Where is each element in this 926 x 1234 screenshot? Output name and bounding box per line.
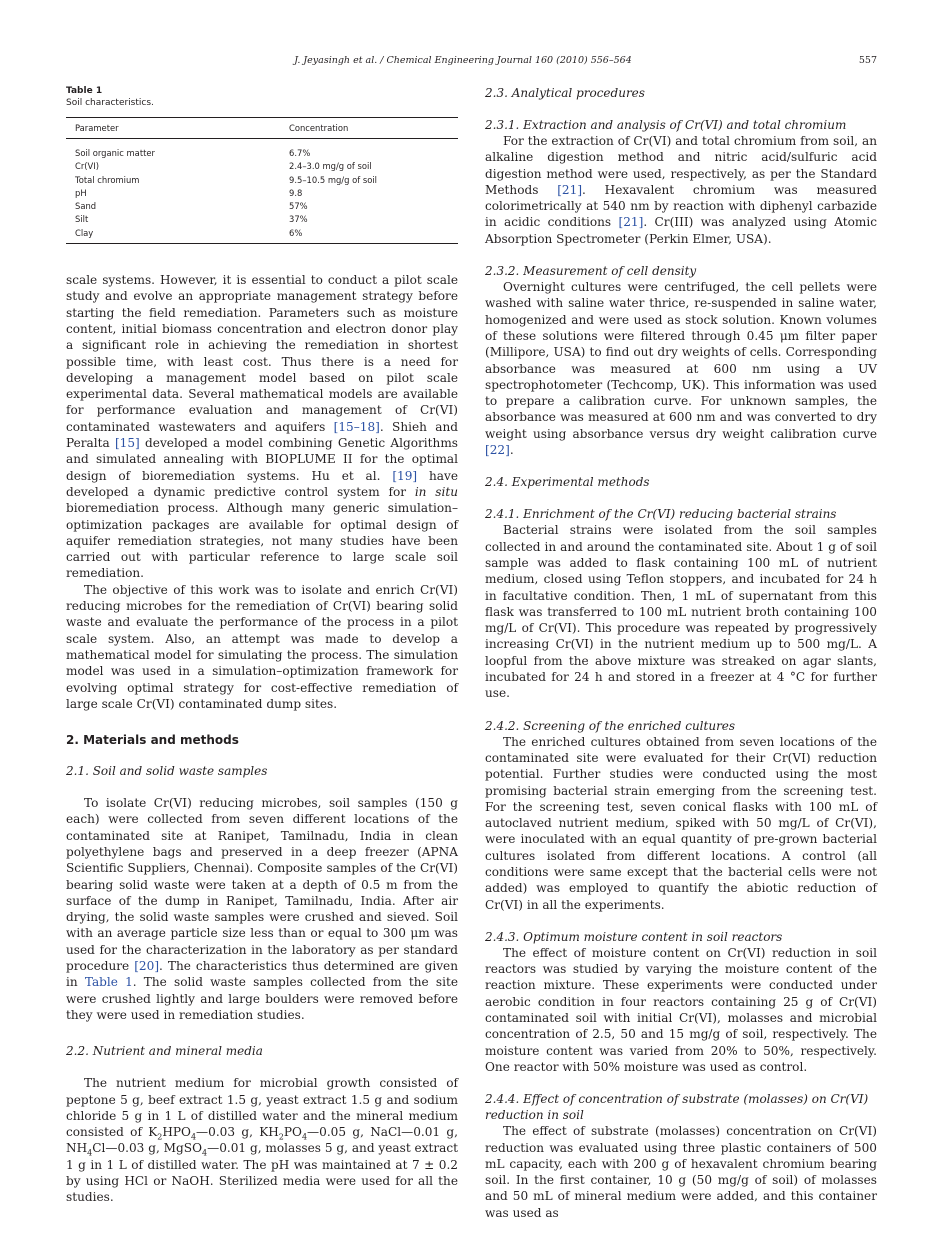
table-header-row (66, 118, 458, 139)
subsection-heading: 2.4. Experimental methods (485, 475, 650, 490)
left-column (66, 85, 458, 1206)
body-paragraph: The effect of moisture content on Cr(VI) reduction in soil reactors was studied by varying the moisture content of the reaction mixture. These experiments were conducted under aerobic condition in four reactors containing 25 g of Cr(VI) contaminated soil with initial Cr(VI), molasses and microbial concentration of 2.5, 50 and 15 mg/g of soil, respectively. The moisture content was varied from 20% to 50%, respectively. One reactor with 50% moisture was used as control. (485, 945, 877, 1074)
body-paragraph: The enriched cultures obtained from seven locations of the contaminated site were evaluated for their Cr(VI) reduction potential. Further studies were conducted using the most promising bacterial strain emerging from the screening test. For the screening test, seven conical flasks with 100 mL of autoclaved nutrient medium, spiked with 50 mg/L of Cr(VI), were inoculated with an equal quantity of pre-grown bacterial cultures isolated from different locations. A control (all conditions were same except that the bacterial cells were not added) was employed to quantify the abiotic reduction of Cr(VI) in all the experiments. (485, 734, 877, 912)
citation-link[interactable]: [21] (557, 182, 583, 197)
citation-link[interactable]: [20] (134, 959, 160, 974)
column-header: Parameter (66, 118, 280, 139)
table-caption: Soil characteristics. (66, 98, 154, 108)
table-cell: 57% (289, 201, 308, 212)
page-number: 557 (858, 55, 877, 66)
column-header: Concentration (280, 118, 458, 139)
subsubsection-heading: 2.4.1. Enrichment of the Cr(VI) reducing bacterial strains (485, 507, 837, 522)
body-paragraph: The effect of substrate (molasses) concentration on Cr(VI) reduction was evaluated using three plastic containers of 500 mL capacity, each with 200 g of hexavalent chromium bearing soil. In the first container, 10 g (50 mg/g of soil) of molasses and 50 mL of mineral medium were added, and this container was used as (485, 1124, 877, 1220)
table-row (66, 200, 458, 213)
citation-link[interactable]: [15–18] (333, 419, 380, 434)
section-heading: 2. Materials and methods (66, 733, 239, 748)
citation-link[interactable]: [19] (392, 468, 418, 483)
subsubsection-heading: 2.3.1. Extraction and analysis of Cr(VI) and total chromium (485, 118, 847, 132)
body-paragraph: Bacterial strains were isolated from the soil samples collected in and around the contaminated site. About 1 g of soil sample was added to flask containing 100 mL of nutrient medium, closed using Teflon stoppers, and incubated for 24 h in facultative condition. Then, 1 mL of supernatant from this flask was transferred to 100 mL nutrient broth containing 100 mg/L of Cr(VI). This procedure was repeated by progressively increasing Cr(VI) in the nutrient medium up to 500 mg/L. A loopful from the above mixture was streaked on agar slants, incubated for 24 h and stored in a freezer at 4 °C for further use. (485, 523, 877, 701)
subsection-heading: 2.3. Analytical procedures (485, 86, 645, 100)
table-cell: Soil organic matter (75, 148, 155, 158)
subsubsection-heading: 2.4.3. Optimum moisture content in soil reactors (485, 929, 783, 944)
subsubsection-heading: 2.4.4. Effect of concentration of substrate (molasses) on Cr(VI) reduction in soil (485, 1092, 869, 1123)
soil-characteristics-table (66, 117, 458, 244)
table-row (66, 174, 458, 187)
right-column (485, 85, 877, 1221)
body-paragraph: For the extraction of Cr(VI) and total chromium from soil, an alkaline digestion method and nitric acid/sulfuric acid digestion method were used, respectively, as per the Standard Methods [21]. Hexavalent chromium was measured colorimetrically at 540 nm by reaction with diphenyl carbazide in acidic conditions [21]. Cr(III) was analyzed using Atomic Absorption Spectrometer (Perkin Elmer, USA). (485, 134, 878, 246)
table-cell: Clay (75, 227, 94, 238)
table-row (66, 187, 458, 200)
body-paragraph: Overnight cultures were centrifuged, the cell pellets were washed with saline water thrice, re-suspended in saline water, homogenized and were used as stock solution. Known volumes of these solutions were filtered through 0.45 μm filter paper (Millipore, USA) to find out dry weights of cells. Corresponding absorbance was measured at 600 nm using a UV spectrophotometer (Techcomp, UK). This information was used to prepare a calibration curve. For unknown samples, the absorbance was measured at 600 nm and was converted to dry weight using absorbance versus dry weight calibration curve [22]. (485, 280, 877, 458)
table-cell: pH (75, 187, 87, 198)
table-cell: 37% (289, 214, 308, 225)
table-cell: 9.5–10.5 mg/g of soil (289, 174, 377, 185)
table-cell: Cr(VI) (75, 161, 100, 172)
table-cell: 6% (289, 227, 303, 238)
citation-link[interactable]: [15] (114, 436, 140, 451)
table-cell: 9.8 (289, 187, 303, 198)
table-cell: Sand (75, 201, 97, 212)
table-cell: Total chromium (75, 174, 140, 185)
body-paragraph: The objective of this work was to isolate and enrich Cr(VI) reducing microbes for the remediation of Cr(VI) bearing solid waste and evaluate the performance of the process in a pilot scale system. Also, an attempt was made to develop a mathematical model for simulating the process. The simulation model was used in a simulation–optimization framework for evolving optimal strategy for cost-effective remediation of large scale Cr(VI) contaminated dump sites. (66, 582, 458, 711)
table-label: Table 1 (66, 86, 103, 96)
table-row (66, 213, 458, 226)
subsubsection-heading: 2.3.2. Measurement of cell density (485, 264, 697, 279)
table-link[interactable]: Table 1 (84, 975, 133, 990)
citation-link[interactable]: [21] (618, 215, 644, 230)
table-row (66, 160, 458, 173)
table-row (66, 227, 458, 244)
citation-link[interactable]: [22] (485, 443, 510, 458)
body-paragraph: To isolate Cr(VI) reducing microbes, soil samples (150 g each) were collected from seven different locations of the contaminated site at Ranipet, Tamilnadu, India in clean polyethylene bags and preserved in a deep freezer (APNA Scientific Suppliers, Chennai). Composite samples of the Cr(VI) bearing solid waste were taken at a depth of 0.5 m from the surface of the dump in Ranipet, Tamilnadu, India. After air drying, the solid waste samples were crushed and sieved. Soil with an average particle size less than or equal to 300 μm was used for the characterization in the laboratory as per standard procedure [20]. The characteristics thus determined are given in Table 1. The solid waste samples collected from the site were crushed lightly and large boulders were removed before they were used in remediation studies. (66, 796, 458, 1022)
table-row (66, 139, 458, 161)
subsection-heading: 2.2. Nutrient and mineral media (66, 1044, 263, 1059)
body-paragraph: The nutrient medium for microbial growth consisted of peptone 5 g, beef extract 1.5 g, yeast extract 1.5 g and sodium chloride 5 g in 1 L of distilled water and the mineral medium consisted of $K_2HPO_4—0.03$ g, $KH_2PO_4—0.05$ g, NaCl—0.01 g, $NH_4Cl—0.03$ g, MgSO$_4$—0.01 g, molasses 5 g, and yeast extract 1 g in 1 L of distilled water. The pH was maintained at 7 ± 0.2 by using HCl or NaOH. Sterilized media were used for all the studies. (66, 1076, 458, 1205)
table-cell: Silt (75, 214, 89, 225)
table-cell: 6.7% (289, 148, 311, 158)
body-paragraph: scale systems. However, it is essential to conduct a pilot scale study and evolve an appropriate management strategy before starting the field remediation. Parameters such as moisture content, initial biomass concentration and electron donor play a significant role in achieving the remediation in shortest possible time, with least cost. Thus there is a need for developing a management model based on pilot scale experimental data. Several mathematical models are available for performance evaluation and management of Cr(VI) contaminated wastewaters and aquifers [15–18]. Shieh and Peralta [15] developed a model combining Genetic Algorithms and simulated annealing with BIOPLUME II for the optimal design of bioremediation systems. Hu et al. [19] have developed a dynamic predictive control system for in situ bioremediation process. Although many generic simulation–optimization packages are available for optimal design of aquifer remediation strategies, not many studies have been carried out with particular reference to large scale soil remediation. (66, 273, 458, 581)
table-cell: 2.4–3.0 mg/g of soil (289, 161, 372, 172)
subsubsection-heading: 2.4.2. Screening of the enriched cultures (485, 718, 736, 733)
subsection-heading: 2.1. Soil and solid waste samples (66, 764, 268, 779)
running-head: J. Jeyasingh et al. / Chemical Engineering Journal 160 (2010) 556–564 (294, 55, 632, 66)
